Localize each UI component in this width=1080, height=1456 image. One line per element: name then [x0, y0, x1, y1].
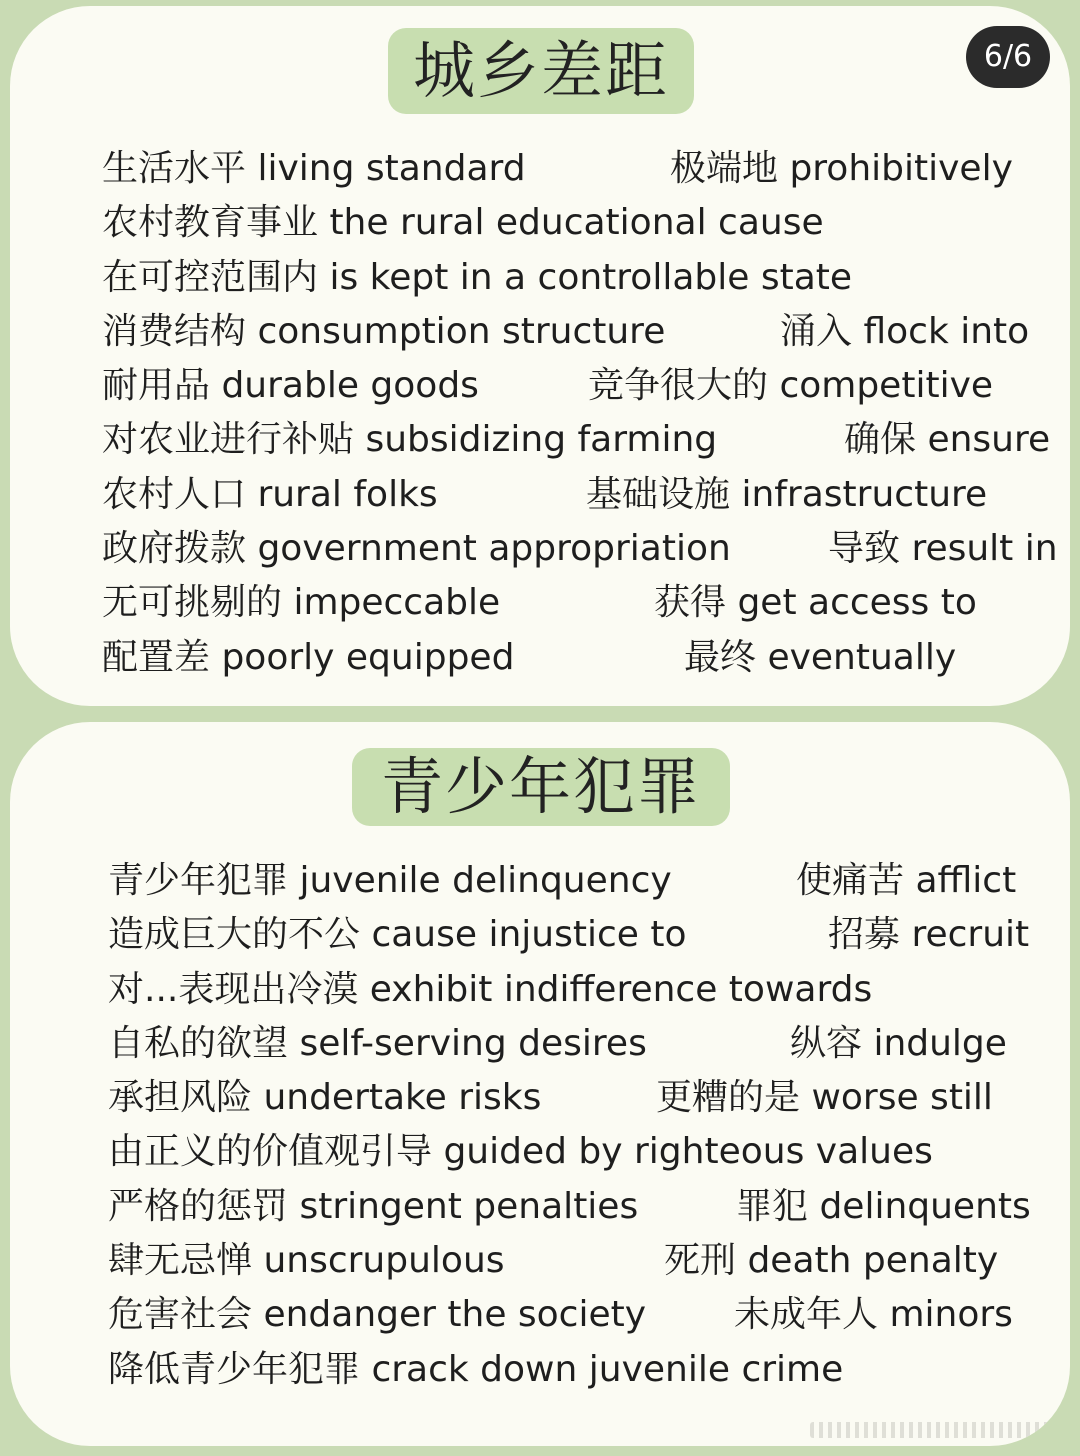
vocab-row [10, 1180, 1070, 1234]
vocab-row [10, 468, 1070, 522]
vocab-term: 竞争很大的 competitive [588, 365, 994, 407]
vocab-card-urban-rural-gap [10, 6, 1070, 706]
vocab-row [10, 251, 1070, 305]
vocab-term: 降低青少年犯罪 crack down juvenile crime [108, 1348, 844, 1390]
vocab-card-juvenile-delinquency [10, 722, 1070, 1446]
vocab-term: 承担风险 undertake risks [108, 1077, 542, 1119]
vocab-term: 在可控范围内 is kept in a controllable state [102, 256, 853, 298]
vocab-term: 由正义的价值观引导 guided by righteous values [108, 1131, 933, 1173]
vocab-term: 生活水平 living standard [102, 148, 526, 189]
vocab-term: 造成巨大的不公 cause injustice to [108, 914, 687, 956]
vocab-row [10, 631, 1070, 685]
vocab-row [10, 1234, 1070, 1288]
vocab-row [10, 908, 1070, 962]
vocab-term: 更糟的是 worse still [656, 1077, 993, 1119]
page-indicator-badge: 6/6 [966, 26, 1050, 88]
vocab-term: 最终 eventually [684, 636, 957, 678]
watermark-strip [810, 1422, 1070, 1438]
vocab-row [10, 522, 1070, 576]
vocab-term: 肆无忌惮 unscrupulous [108, 1240, 505, 1282]
vocab-term: 确保 ensure [844, 419, 1051, 461]
vocab-term: 罪犯 delinquents [736, 1185, 1031, 1227]
vocab-term: 极端地 prohibitively [670, 148, 1013, 189]
vocab-term: 招募 recruit [828, 914, 1030, 956]
vocab-term: 配置差 poorly equipped [102, 636, 515, 678]
vocab-row [10, 142, 1070, 196]
vocab-term: 对农业进行补贴 subsidizing farming [102, 419, 718, 461]
vocab-term: 农村人口 rural folks [102, 473, 438, 515]
vocab-row [10, 1343, 1070, 1397]
vocab-row [10, 1125, 1070, 1179]
vocab-row [10, 1288, 1070, 1342]
section-title: 青少年犯罪 [352, 748, 730, 826]
vocab-term: 纵容 indulge [790, 1022, 1007, 1064]
section-title: 城乡差距 [388, 28, 694, 114]
vocab-term: 自私的欲望 self-serving desires [108, 1022, 647, 1064]
vocab-term: 无可挑剔的 impeccable [102, 582, 501, 624]
vocab-row [10, 1071, 1070, 1125]
vocab-list [10, 142, 1070, 685]
vocab-list [10, 854, 1070, 1397]
vocab-row [10, 963, 1070, 1017]
vocab-row [10, 576, 1070, 630]
vocab-term: 导致 result in [828, 528, 1058, 570]
vocab-row [10, 305, 1070, 359]
vocab-term: 基础设施 infrastructure [586, 473, 988, 515]
vocab-term: 危害社会 endanger the society [108, 1294, 647, 1336]
vocab-term: 农村教育事业 the rural educational cause [102, 202, 824, 244]
vocab-term: 政府拨款 government appropriation [102, 528, 731, 570]
vocab-term: 消费结构 consumption structure [102, 310, 666, 352]
vocab-term: 未成年人 minors [734, 1294, 1013, 1336]
vocab-term: 青少年犯罪 juvenile delinquency [108, 860, 672, 901]
vocab-term: 涌入 flock into [780, 310, 1030, 352]
vocab-row [10, 413, 1070, 467]
vocab-term: 严格的惩罚 stringent penalties [108, 1185, 639, 1227]
vocab-row [10, 196, 1070, 250]
vocab-row [10, 1017, 1070, 1071]
vocab-term: 获得 get access to [654, 582, 977, 624]
vocab-row [10, 854, 1070, 908]
vocab-term: 耐用品 durable goods [102, 365, 479, 407]
vocab-row [10, 359, 1070, 413]
vocab-term: 死刑 death penalty [664, 1240, 999, 1282]
vocab-term: 使痛苦 afflict [796, 860, 1017, 901]
vocab-term: 对...表现出冷漠 exhibit indifference towards [108, 968, 873, 1010]
